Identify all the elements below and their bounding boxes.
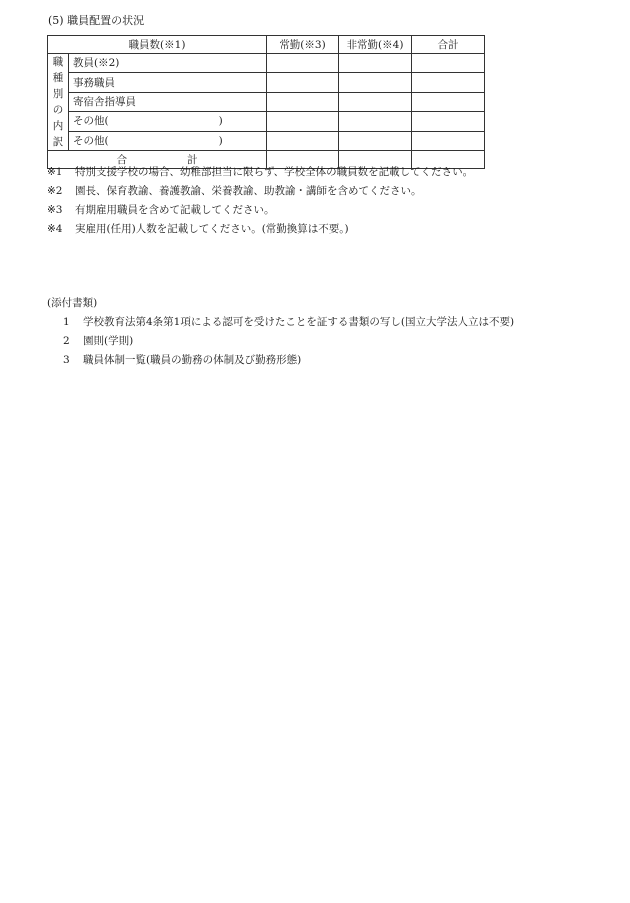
note-text: 園長、保育教諭、養護教諭、栄養教諭、助教諭・講師を含めてください。 (75, 185, 422, 197)
note-item (47, 220, 473, 239)
cell-parttime[interactable] (339, 131, 412, 150)
header-parttime: 非常勤(※4) (339, 36, 412, 54)
note-item (47, 163, 473, 182)
attachments-section (47, 294, 514, 370)
cell-parttime[interactable] (339, 112, 412, 131)
note-mark: ※4 (47, 223, 63, 235)
section-title: (5) 職員配置の状況 (48, 14, 145, 27)
cell-fulltime[interactable] (267, 131, 339, 150)
cell-total[interactable] (412, 112, 485, 131)
cell-total[interactable] (412, 54, 485, 73)
note-mark: ※3 (47, 204, 63, 216)
staff-table (47, 35, 485, 169)
note-text: 有期雇用職員を含めて記載してください。 (75, 204, 275, 216)
header-total: 合計 (412, 36, 485, 54)
row-label-office-staff: 事務職員 (69, 73, 267, 92)
header-fulltime: 常勤(※3) (267, 36, 339, 54)
cell-parttime[interactable] (339, 73, 412, 92)
note-mark: ※2 (47, 185, 63, 197)
row-label-dormitory-instructor: 寄宿舎指導員 (69, 92, 267, 111)
note-item (47, 182, 473, 201)
note-text: 特別支援学校の場合、幼稚部担当に限らず、学校全体の職員数を記載してください。 (75, 166, 474, 178)
attachment-number: 3 (63, 354, 70, 366)
attachment-number: 1 (63, 316, 70, 328)
cell-total[interactable] (412, 131, 485, 150)
attachment-item (47, 313, 514, 332)
attachments-heading: (添付書類) (47, 297, 98, 309)
attachment-text: 職員体制一覧(職員の勤務の体制及び勤務形態) (83, 354, 302, 366)
cell-fulltime[interactable] (267, 73, 339, 92)
note-item (47, 201, 473, 220)
table-header-row (48, 36, 485, 54)
side-label-job-type-breakdown: 職 種 別 の 内 訳 (48, 54, 69, 151)
attachment-item (47, 332, 514, 351)
table-row (48, 112, 485, 131)
cell-total[interactable] (412, 73, 485, 92)
row-label-total: 合 計 (48, 151, 267, 169)
row-label-teachers: 教員(※2) (69, 54, 267, 73)
note-mark: ※1 (47, 166, 63, 178)
cell-total[interactable] (412, 92, 485, 111)
attachment-text: 学校教育法第4条第1項による認可を受けたことを証する書類の写し(国立大学法人立は不要) (83, 316, 515, 328)
table-row (48, 92, 485, 111)
attachment-number: 2 (63, 335, 70, 347)
cell-fulltime[interactable] (267, 54, 339, 73)
row-label-other-2: その他( ) (69, 131, 267, 150)
cell-parttime[interactable] (339, 92, 412, 111)
attachment-item (47, 351, 514, 370)
cell-fulltime[interactable] (267, 112, 339, 131)
table-row (48, 54, 485, 73)
note-text: 実雇用(任用)人数を記載してください。(常勤換算は不要。) (75, 223, 349, 235)
notes-list (47, 163, 473, 239)
cell-parttime[interactable] (339, 54, 412, 73)
cell-fulltime[interactable] (267, 92, 339, 111)
attachment-text: 園則(学則) (83, 335, 134, 347)
table-row (48, 73, 485, 92)
row-label-other-1: その他( ) (69, 112, 267, 131)
table-row (48, 131, 485, 150)
header-staff-count: 職員数(※1) (48, 36, 267, 54)
